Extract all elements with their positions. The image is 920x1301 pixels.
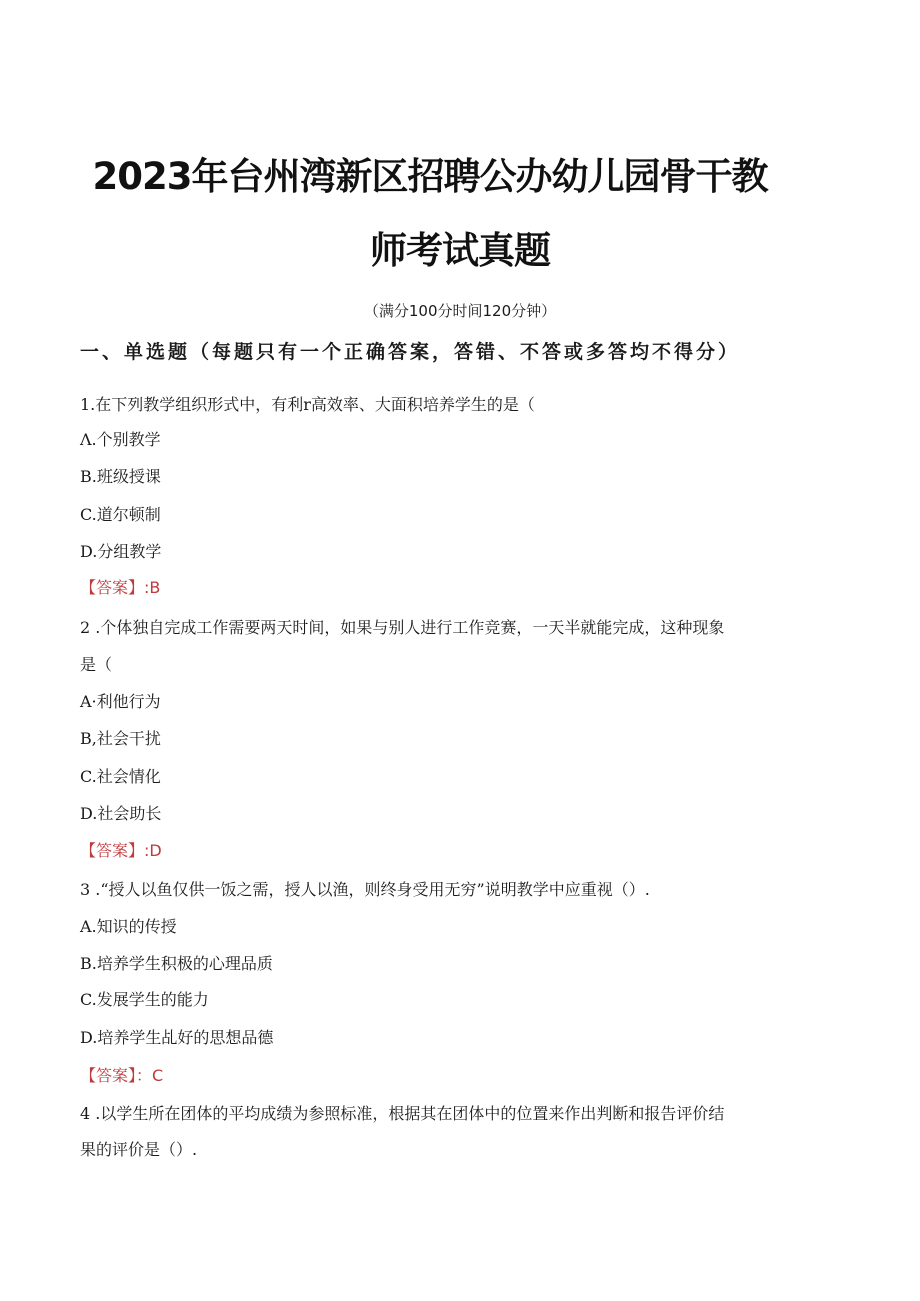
question-2-option-c: C.社会情化	[80, 767, 161, 786]
question-2-option-d: D.社会助长	[80, 804, 162, 823]
question-3-option-d: D.培养学生乩好的思想品德	[80, 1028, 274, 1047]
question-1-option-b: B.班级授课	[80, 467, 161, 486]
question-1-option-a: Λ.个别教学	[80, 430, 161, 449]
question-1-option-c: C.道尔顿制	[80, 505, 161, 524]
question-3-stem: 3 .“授人以鱼仅供一饭之需，授人以渔，则终身受用无穷”说明教学中应重视（）.	[80, 880, 650, 899]
question-3-answer: 【答案】：C	[80, 1066, 164, 1085]
question-2-answer: 【答案】:D	[80, 841, 162, 860]
document-title-line-2: 师考试真题	[370, 229, 550, 272]
question-1-stem: 1.在下列教学组织形式中，有利r高效率、大面积培养学生的是（	[80, 395, 535, 414]
question-4-stem-line-1: 4 .以学生所在团体的平均成绩为参照标准，根据其在团体中的位置来作出判断和报告评价结	[80, 1104, 725, 1123]
question-2-stem-line-2: 是（	[80, 655, 113, 674]
question-3-option-b: B.培养学生积极的心理品质	[80, 954, 273, 973]
question-1-option-d: D.分组教学	[80, 542, 162, 561]
exam-info-subtitle: （满分100分时间120分钟）	[363, 302, 557, 320]
question-3-option-a: A.知识的传授	[80, 917, 177, 936]
question-2-stem-line-1: 2 .个体独自完成工作需要两天时间，如果与别人进行工作竞赛，一天半就能完成，这种现象	[80, 618, 725, 637]
question-4-stem-line-2: 果的评价是（）.	[80, 1140, 198, 1159]
question-1-answer: 【答案】:B	[80, 578, 161, 597]
question-2-option-a: A·利他行为	[80, 692, 161, 711]
section-heading: 一、单选题（每题只有一个正确答案，答错、不答或多答均不得分）	[80, 341, 741, 363]
question-3-option-c: C.发展学生的能力	[80, 990, 209, 1009]
question-2-option-b: B,社会干扰	[80, 729, 161, 748]
document-title-line-1: 2023年台州湾新区招聘公办幼儿园骨干教	[92, 155, 768, 198]
